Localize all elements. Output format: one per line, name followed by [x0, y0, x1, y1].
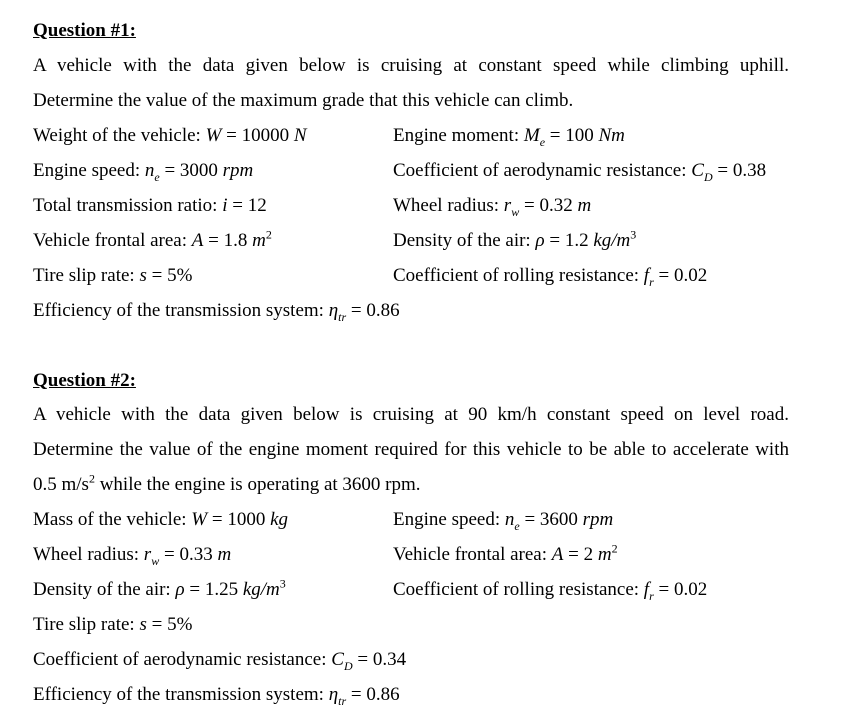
item-variable-subscript: D — [343, 658, 353, 673]
item-value: 0.02 — [673, 265, 708, 286]
item-unit: m — [597, 544, 612, 565]
item-label: Efficiency of the transmission system: — [33, 300, 324, 321]
q2-item-engine-speed: Engine speed: $n_e = 3600$ rpm — [393, 509, 614, 533]
q1-item-rolling-coeff: Coefficient of rolling resistance: $f_r = 0.02$ — [393, 265, 708, 289]
item-value: 12 — [247, 195, 267, 216]
item-value: 3000 — [179, 160, 218, 181]
item-value: 3600 — [539, 509, 578, 530]
item-variable-subscript: w — [151, 553, 160, 568]
item-variable: A — [551, 544, 564, 565]
item-value: 0.02 — [673, 579, 708, 600]
item-label: Coefficient of aerodynamic resistance: — [393, 160, 687, 181]
item-variable: f — [643, 265, 650, 286]
item-variable: A — [191, 230, 204, 251]
q2-heading: Question #2: — [33, 370, 136, 391]
item-unit: rpm — [582, 509, 614, 530]
item-variable-subscript: r — [649, 274, 654, 289]
q2-item-air-density: Density of the air: ρ = 1.25 $kg/m^3$ — [33, 576, 286, 600]
item-label: Efficiency of the transmission system: — [33, 684, 324, 705]
item-variable-subscript: tr — [338, 309, 347, 324]
item-value: 0.86 — [366, 684, 400, 705]
item-label: Engine moment: — [393, 125, 520, 146]
item-value: 1.2 — [564, 230, 589, 251]
item-label: Vehicle frontal area: — [393, 544, 548, 565]
q1-item-wheel-radius: Wheel radius: $r_w = 0.32$ m — [393, 195, 592, 219]
item-variable: n — [504, 509, 515, 530]
item-variable: r — [503, 195, 512, 216]
item-unit-exponent: 3 — [279, 576, 286, 591]
q2-item-efficiency: Efficiency of the transmission system: $\eta_{tr} = 0.86$ — [33, 684, 400, 708]
item-value: 1.8 — [223, 230, 248, 251]
q1-item-slip-rate: Tire slip rate: s = 5% — [33, 265, 193, 286]
q1-intro-line1: A vehicle with the data given below is cruising at constant speed while climbing uphill. — [33, 55, 789, 76]
item-label: Density of the air: — [33, 579, 171, 600]
item-label: Tire slip rate: — [33, 265, 135, 286]
item-variable: i — [222, 195, 228, 216]
item-variable: C — [331, 649, 344, 670]
item-label: Total transmission ratio: — [33, 195, 218, 216]
item-variable: W — [205, 125, 222, 146]
item-label: Wheel radius: — [393, 195, 500, 216]
item-variable: M — [523, 125, 540, 146]
q2-intro-line3-b: while the engine is operating at 3600 rpm. — [94, 474, 421, 495]
item-label: Coefficient of rolling resistance: — [393, 265, 640, 286]
item-value: 5% — [167, 614, 193, 635]
item-unit: Nm — [598, 125, 625, 146]
item-value: 10000 — [241, 125, 290, 146]
q2-item-slip-rate: Tire slip rate: s = 5% — [33, 614, 193, 635]
q2-intro-line3-sup: 2 — [88, 471, 95, 486]
item-label: Wheel radius: — [33, 544, 140, 565]
item-variable: ρ — [535, 230, 545, 251]
item-label: Coefficient of aerodynamic resistance: — [33, 649, 327, 670]
q1-heading: Question #1: — [33, 20, 136, 41]
item-variable-subscript: e — [154, 169, 160, 184]
item-unit: m — [217, 544, 232, 565]
item-value: 1000 — [227, 509, 266, 530]
item-label: Coefficient of rolling resistance: — [393, 579, 640, 600]
item-variable: n — [144, 160, 155, 181]
q2-intro-line2: Determine the value of the engine moment required for this vehicle to be able to accelerate with — [33, 439, 789, 460]
item-variable-subscript: r — [649, 588, 654, 603]
q1-item-transmission-ratio: Total transmission ratio: i = 12 — [33, 195, 267, 216]
item-variable: r — [143, 544, 152, 565]
q2-item-mass: Mass of the vehicle: W = 1000 kg — [33, 509, 289, 530]
q2-item-rolling-coeff: Coefficient of rolling resistance: $f_r = 0.02$ — [393, 579, 708, 603]
q2-item-aero-coeff: Coefficient of aerodynamic resistance: $C_D = 0.34$ — [33, 649, 407, 673]
q2-intro-line3 — [33, 473, 421, 497]
item-unit: m — [577, 195, 592, 216]
item-value: 0.38 — [732, 160, 767, 181]
item-value: 2 — [583, 544, 594, 565]
item-variable: η — [328, 300, 339, 321]
item-unit: kg/m — [593, 230, 631, 251]
item-variable: η — [328, 684, 339, 705]
item-variable: W — [191, 509, 208, 530]
item-label: Vehicle frontal area: — [33, 230, 188, 251]
item-value: 0.86 — [366, 300, 400, 321]
item-value: 0.32 — [539, 195, 573, 216]
q1-item-engine-moment: Engine moment: $M_e = 100$ Nm — [393, 125, 625, 149]
item-variable: C — [691, 160, 704, 181]
item-variable: s — [139, 614, 147, 635]
item-variable-subscript: e — [514, 518, 520, 533]
item-value: 5% — [167, 265, 193, 286]
item-variable: f — [643, 579, 650, 600]
q1-item-air-density: Density of the air: ρ = 1.2 $kg/m^3$ — [393, 227, 637, 251]
item-variable-subscript: w — [511, 204, 520, 219]
item-variable: ρ — [175, 579, 185, 600]
q2-intro-line1: A vehicle with the data given below is cruising at 90 km/h constant speed on level road. — [33, 404, 789, 425]
item-unit-exponent: 2 — [265, 227, 272, 242]
item-unit: N — [293, 125, 307, 146]
q1-item-engine-speed: Engine speed: $n_e = 3000$ rpm — [33, 160, 254, 184]
item-label: Engine speed: — [33, 160, 141, 181]
item-value: 1.25 — [204, 579, 239, 600]
item-unit: kg — [270, 509, 289, 530]
q1-item-frontal-area: Vehicle frontal area: A = 1.8 $m^2$ — [33, 227, 272, 251]
item-unit: m — [252, 230, 266, 251]
item-label: Mass of the vehicle: — [33, 509, 187, 530]
item-variable-subscript: e — [539, 134, 546, 149]
q2-intro-line3-a: 0.5 m/s — [33, 474, 89, 495]
item-variable-subscript: tr — [338, 693, 347, 708]
q2-item-frontal-area: Vehicle frontal area: A = 2 $m^2$ — [393, 541, 618, 565]
item-unit-exponent: 3 — [630, 227, 637, 242]
item-variable: s — [139, 265, 147, 286]
item-label: Tire slip rate: — [33, 614, 135, 635]
q1-intro-line2: Determine the value of the maximum grade that this vehicle can climb. — [33, 90, 574, 111]
item-value: 0.33 — [179, 544, 213, 565]
item-label: Density of the air: — [393, 230, 531, 251]
item-value: 0.34 — [372, 649, 407, 670]
item-label: Weight of the vehicle: — [33, 125, 201, 146]
q1-item-efficiency: Efficiency of the transmission system: $\eta_{tr} = 0.86$ — [33, 300, 400, 324]
q1-item-weight: Weight of the vehicle: W = 10000 N — [33, 125, 307, 146]
q2-item-wheel-radius: Wheel radius: $r_w = 0.33$ m — [33, 544, 232, 568]
item-unit: rpm — [222, 160, 254, 181]
item-value: 100 — [565, 125, 594, 146]
item-unit: kg/m — [242, 579, 280, 600]
item-label: Engine speed: — [393, 509, 501, 530]
q1-item-aero-coeff: Coefficient of aerodynamic resistance: $C_D = 0.38$ — [393, 160, 767, 184]
item-variable-subscript: D — [703, 169, 713, 184]
item-unit-exponent: 2 — [611, 541, 618, 556]
